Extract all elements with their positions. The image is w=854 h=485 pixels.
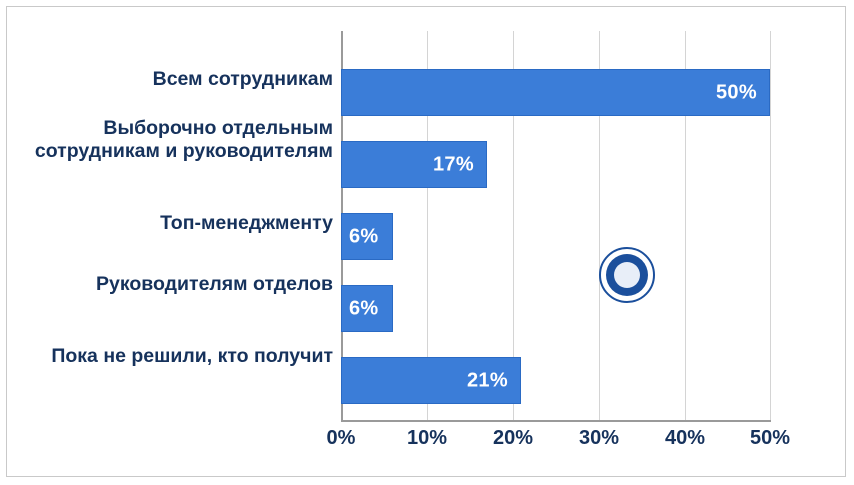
bar-chart xyxy=(7,7,847,478)
xtick-0: 0% xyxy=(326,427,356,449)
watermark-face xyxy=(614,262,640,288)
value-axis-baseline xyxy=(341,420,771,422)
chart-frame xyxy=(6,6,846,477)
watermark-logo-icon xyxy=(599,247,655,303)
bar-label-4: 21% xyxy=(467,369,508,391)
xtick-2: 20% xyxy=(492,427,534,449)
xtick-1: 10% xyxy=(406,427,448,449)
category-label-3: Руководителям отделов xyxy=(96,273,333,295)
bar-label-3: 6% xyxy=(349,297,379,319)
category-label-0: Всем сотрудникам xyxy=(152,68,333,90)
category-label-2: Топ-менеджменту xyxy=(160,212,333,234)
category-label-4: Пока не решили, кто получит xyxy=(51,345,333,367)
bar-label-1: 17% xyxy=(433,153,474,175)
category-label-1: Выборочно отдельным сотрудникам и руководителям xyxy=(34,117,333,162)
xtick-3: 30% xyxy=(578,427,620,449)
category-axis xyxy=(7,7,847,478)
xtick-5: 50% xyxy=(749,427,791,449)
xtick-4: 40% xyxy=(664,427,706,449)
bar-label-0: 50% xyxy=(716,81,757,103)
bar-label-2: 6% xyxy=(349,225,379,247)
